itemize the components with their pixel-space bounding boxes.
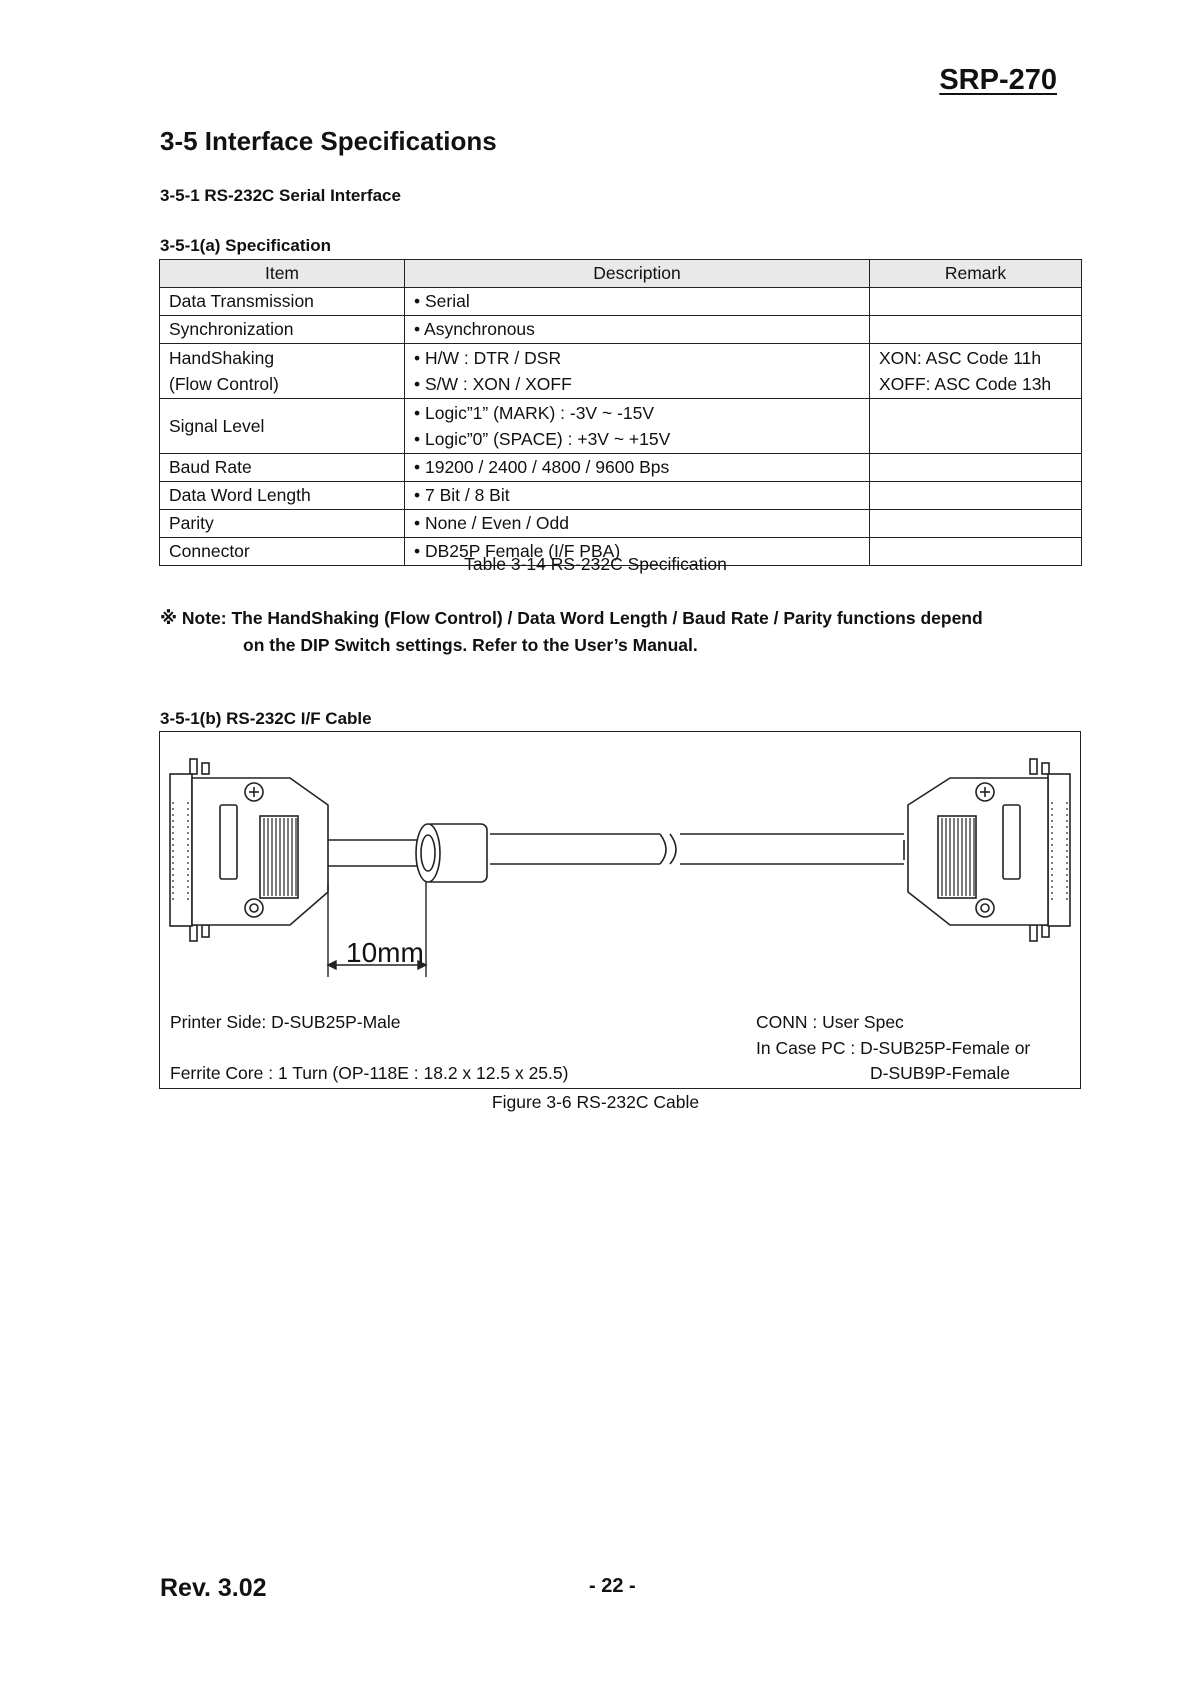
description-line: • S/W : XON / XOFF (414, 374, 572, 394)
note-line-1: ※ Note: The HandShaking (Flow Control) / Data Word Length / Baud Rate / Parity functions depend (160, 608, 983, 628)
description-cell: • Serial (405, 288, 870, 316)
note (160, 605, 1080, 659)
description-line: • H/W : DTR / DSR (414, 348, 562, 368)
cable-diagram (160, 732, 1080, 1088)
description-cell: • 19200 / 2400 / 4800 / 9600 Bps (405, 454, 870, 482)
table-row (160, 288, 1082, 316)
remark-line: XON: ASC Code 11h (879, 348, 1042, 368)
description-line: • Logic”0” (SPACE) : +3V ~ +15V (414, 429, 671, 449)
description-cell: • DB25P Female (I/F PBA) (405, 538, 870, 566)
conn-label: CONN : User Spec (756, 1012, 904, 1032)
cable-body (328, 834, 904, 866)
item-cell (160, 344, 405, 399)
header-item: Item (160, 260, 405, 288)
ferrite-core (416, 824, 487, 882)
description-cell (405, 399, 870, 454)
item-cell: Baud Rate (160, 454, 405, 482)
remark-line: XOFF: ASC Code 13h (879, 374, 1052, 394)
left-connector-screw-top (190, 759, 197, 774)
cable-figure (159, 731, 1081, 1089)
header-description: Description (405, 260, 870, 288)
remark-cell (870, 454, 1082, 482)
cable-break-mark (660, 834, 676, 864)
ferrite-label: Ferrite Core : 1 Turn (OP-118E : 18.2 x 12.5 x 25.5) (170, 1063, 569, 1083)
description-cell (405, 344, 870, 399)
subsection-title: 3-5-1 RS-232C Serial Interface (160, 186, 401, 205)
table-row (160, 454, 1082, 482)
remark-cell (870, 288, 1082, 316)
description-cell: • 7 Bit / 8 Bit (405, 482, 870, 510)
table-row (160, 316, 1082, 344)
spec-heading: 3-5-1(a) Specification (160, 236, 331, 255)
model-title: SRP-270 (939, 64, 1057, 96)
table-caption: Table 3-14 RS-232C Specification (464, 554, 727, 574)
item-cell: Synchronization (160, 316, 405, 344)
section-title: 3-5 Interface Specifications (160, 126, 497, 156)
figure-caption: Figure 3-6 RS-232C Cable (491, 1092, 700, 1112)
description-line: • Logic”1” (MARK) : -3V ~ -15V (414, 403, 655, 423)
remark-cell (870, 510, 1082, 538)
page-number: - 22 - (589, 1575, 636, 1597)
table-row (160, 399, 1082, 454)
item-cell: Parity (160, 510, 405, 538)
remark-cell (870, 399, 1082, 454)
table-row (160, 344, 1082, 399)
item-cell: Connector (160, 538, 405, 566)
item-cell: Data Word Length (160, 482, 405, 510)
dimension-label: 10mm (346, 937, 424, 968)
printer-side-label: Printer Side: D-SUB25P-Male (170, 1012, 401, 1032)
table-row (160, 482, 1082, 510)
pc-side-connector (908, 759, 1070, 941)
remark-cell (870, 482, 1082, 510)
revision: Rev. 3.02 (160, 1574, 267, 1602)
printer-side-connector (170, 759, 328, 941)
note-line-2: on the DIP Switch settings. Refer to the User’s Manual. (243, 635, 698, 655)
item-cell: Data Transmission (160, 288, 405, 316)
right-connector-screw-bottom (1030, 925, 1037, 941)
remark-cell (870, 344, 1082, 399)
cable-heading: 3-5-1(b) RS-232C I/F Cable (160, 709, 372, 728)
table-row (160, 510, 1082, 538)
item-cell: Signal Level (160, 399, 405, 454)
spec-table (159, 259, 1082, 566)
table-header-row (160, 260, 1082, 288)
remark-cell (870, 316, 1082, 344)
description-cell: • Asynchronous (405, 316, 870, 344)
item-line: (Flow Control) (169, 374, 279, 394)
pc-case-label-2: D-SUB9P-Female (870, 1063, 1011, 1083)
left-connector-screw-bottom (190, 925, 197, 941)
header-remark: Remark (870, 260, 1082, 288)
right-connector-screw-top (1030, 759, 1037, 774)
pc-case-label: In Case PC : D-SUB25P-Female or (756, 1038, 1031, 1058)
item-line: HandShaking (169, 348, 275, 368)
description-cell: • None / Even / Odd (405, 510, 870, 538)
